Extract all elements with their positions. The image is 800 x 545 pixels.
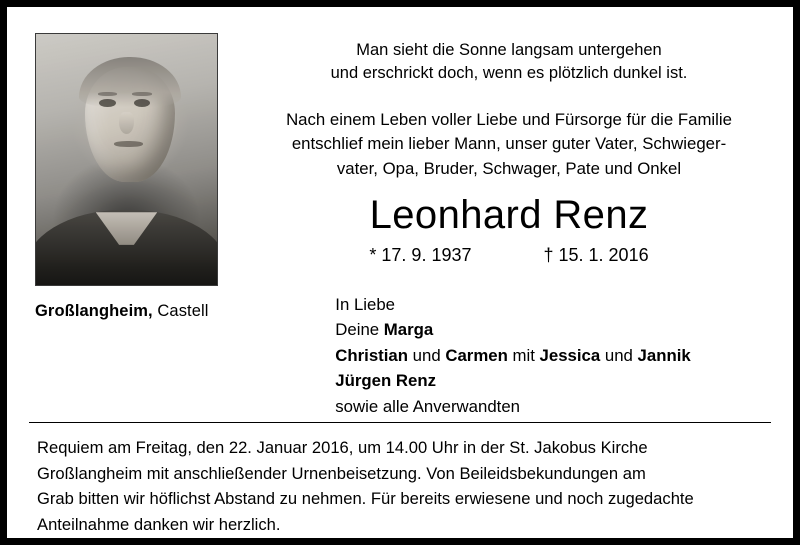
horizontal-divider (29, 422, 771, 423)
motto-verse (251, 39, 767, 86)
funeral-line-1: Requiem am Freitag, den 22. Januar 2016, um 14.00 Uhr in der St. Jakobus Kirche (37, 438, 648, 457)
family-conj-3: und (600, 345, 638, 365)
family-conj-1: und (408, 345, 446, 365)
funeral-line-3: Grab bitten wir höflichst Abstand zu nehmen. Für bereits erwiesene und noch zugedachte (37, 489, 694, 509)
family-name-carmen: Carmen (445, 345, 508, 365)
portrait-brow-right (132, 92, 152, 96)
family-conj-2: mit (507, 345, 540, 365)
family-name-juergen: Jürgen Renz (335, 371, 436, 391)
place-primary: Großlangheim, (35, 302, 153, 320)
place-secondary: Castell (152, 302, 209, 320)
family-name-jannik: Jannik (637, 345, 691, 365)
portrait-photo (36, 34, 217, 285)
family-name-jessica: Jessica (539, 345, 601, 365)
family-heading: In Liebe (335, 294, 395, 314)
family-line-1-prefix: Deine (335, 320, 384, 340)
family-line-4: sowie alle Anverwandten (335, 397, 520, 416)
funeral-details (37, 435, 767, 538)
family-line-1-name: Marga (383, 320, 434, 340)
deceased-name: Leonhard Renz (369, 192, 649, 237)
intro-text (251, 108, 767, 181)
family-name-christian: Christian (335, 345, 409, 365)
funeral-line-4: Anteilnahme danken wir herzlich. (37, 515, 281, 535)
portrait-column (35, 33, 235, 321)
death-date: † 15. 1. 2016 (543, 244, 649, 265)
obituary-text-column (235, 33, 767, 420)
obituary-top-area (7, 7, 793, 420)
portrait-hair (79, 57, 180, 107)
family-line-2 (335, 343, 690, 369)
motto-line-1: Man sieht die Sonne langsam untergehen (356, 41, 662, 59)
birth-date: * 17. 9. 1937 (369, 244, 472, 265)
portrait-frame (35, 33, 218, 286)
intro-line-1: Nach einem Leben voller Liebe und Fürsorge für die Familie (286, 109, 732, 129)
family-line-3 (335, 368, 690, 394)
portrait-mouth (114, 141, 143, 147)
life-dates (251, 245, 767, 266)
funeral-line-2: Großlangheim mit anschließender Urnenbeisetzung. Von Beileidsbekundungen am (37, 463, 646, 483)
motto-line-2: und erschrickt doch, wenn es plötzlich dunkel ist. (330, 64, 688, 83)
family-line-1 (335, 317, 690, 343)
obituary-inner (7, 7, 793, 538)
intro-line-3: vater, Opa, Bruder, Schwager, Pate und Onkel (336, 158, 682, 178)
place-line (35, 302, 235, 321)
intro-line-2: entschlief mein lieber Mann, unser guter Vater, Schwieger- (291, 134, 727, 154)
family-block (335, 292, 690, 420)
